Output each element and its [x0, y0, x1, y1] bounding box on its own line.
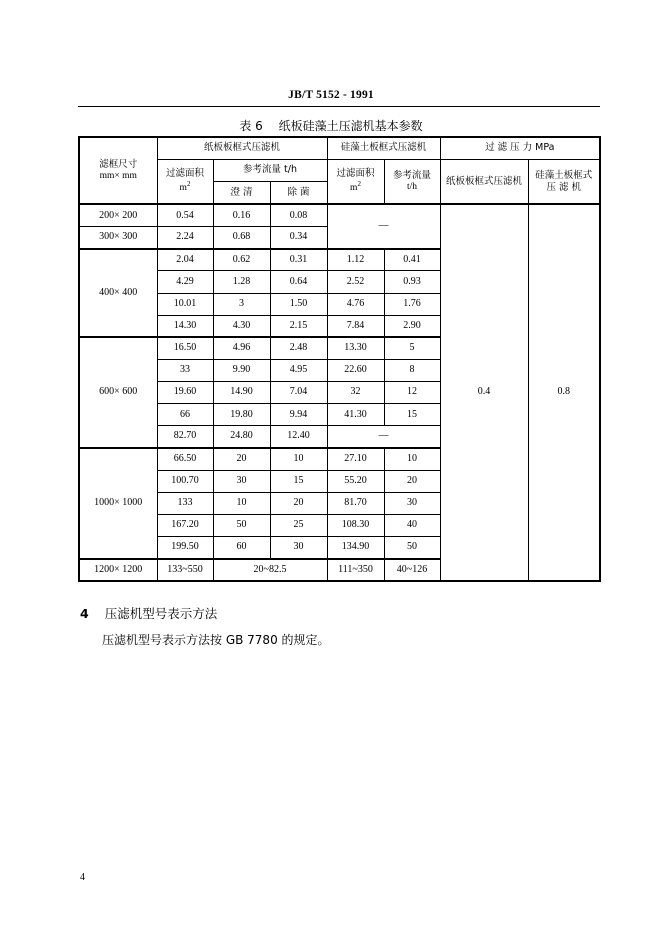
- table-cell: 30: [384, 492, 440, 514]
- document-header: JB/T 5152 - 1991: [288, 89, 374, 101]
- table-cell: 1.12: [327, 249, 384, 271]
- table-cell: 41.30: [327, 404, 384, 426]
- table-cell: 30: [213, 470, 270, 492]
- table-cell: 1000× 1000: [79, 448, 157, 559]
- table-cell: 0.34: [270, 227, 327, 249]
- table-cell: 0.54: [157, 204, 213, 226]
- table-row: [79, 204, 600, 226]
- table-cell: 2.15: [270, 315, 327, 337]
- table-number: 表 6: [239, 119, 263, 133]
- table-cell: 0.64: [270, 271, 327, 293]
- table-cell: 10: [213, 492, 270, 514]
- table-cell: 3: [213, 293, 270, 315]
- table-cell: 8: [384, 359, 440, 381]
- header-pressure-paper: 纸板板框式压滤机: [440, 159, 528, 204]
- table-cell: 2.24: [157, 227, 213, 249]
- table-cell: 30: [270, 537, 327, 559]
- table-cell: 60: [213, 537, 270, 559]
- table-cell: 10: [384, 448, 440, 470]
- table-cell: 0.62: [213, 249, 270, 271]
- table-cell: 111~350: [327, 559, 384, 581]
- table-cell: 2.48: [270, 337, 327, 359]
- table-cell: 0.68: [213, 227, 270, 249]
- table-cell: 300× 300: [79, 227, 157, 249]
- table-cell: 600× 600: [79, 337, 157, 448]
- table-cell: 50: [213, 514, 270, 536]
- table-cell: 4.29: [157, 271, 213, 293]
- table-cell: 20: [270, 492, 327, 514]
- table-cell: 4.76: [327, 293, 384, 315]
- table-cell: 4.30: [213, 315, 270, 337]
- table-cell: 20: [384, 470, 440, 492]
- table-cell: 4.96: [213, 337, 270, 359]
- table-cell: 19.80: [213, 404, 270, 426]
- table-cell: 133~550: [157, 559, 213, 581]
- table-cell: 12: [384, 382, 440, 404]
- header-sterilize: 除 菌: [270, 181, 327, 204]
- table-cell: 14.30: [157, 315, 213, 337]
- table-cell: 13.30: [327, 337, 384, 359]
- dash-cell: —: [327, 426, 440, 448]
- section-number: 4: [80, 606, 89, 621]
- table-cell: 15: [384, 404, 440, 426]
- table-cell: 14.90: [213, 382, 270, 404]
- table-cell: 4.95: [270, 359, 327, 381]
- table-cell: 27.10: [327, 448, 384, 470]
- table-cell: 2.04: [157, 249, 213, 271]
- table-cell: 20: [213, 448, 270, 470]
- parameters-table: [78, 136, 601, 582]
- table-cell: 66: [157, 404, 213, 426]
- table-cell: 66.50: [157, 448, 213, 470]
- table-cell: 55.20: [327, 470, 384, 492]
- table-cell: 108.30: [327, 514, 384, 536]
- table-cell: 40: [384, 514, 440, 536]
- table-cell: 81.70: [327, 492, 384, 514]
- table-cell: 0.41: [384, 249, 440, 271]
- table-cell: 10.01: [157, 293, 213, 315]
- table-cell: 0.31: [270, 249, 327, 271]
- table-cell: 0.08: [270, 204, 327, 226]
- table-cell: 12.40: [270, 426, 327, 448]
- table-cell: 20~82.5: [213, 559, 327, 581]
- table-cell: 2.90: [384, 315, 440, 337]
- header-diatom-press: 硅藻土板框式压滤机: [327, 137, 440, 159]
- table-cell: 400× 400: [79, 249, 157, 338]
- body-paragraph: 压滤机型号表示方法按 GB 7780 的规定。: [102, 633, 330, 647]
- header-paper-plate-press: 纸板板框式压滤机: [157, 137, 327, 159]
- table-cell: 1200× 1200: [79, 559, 157, 581]
- table-cell: 19.60: [157, 382, 213, 404]
- table-cell: 1.50: [270, 293, 327, 315]
- table-cell: 40~126: [384, 559, 440, 581]
- table-cell: 134.90: [327, 537, 384, 559]
- header-diatom-filter-area: 过滤面积 $m^2$: [327, 159, 384, 204]
- table-cell: 1.28: [213, 271, 270, 293]
- table-cell: 0.16: [213, 204, 270, 226]
- table-cell: 2.52: [327, 271, 384, 293]
- table-cell: 82.70: [157, 426, 213, 448]
- table-cell: 32: [327, 382, 384, 404]
- table-cell: 167.20: [157, 514, 213, 536]
- table-cell: 133: [157, 492, 213, 514]
- table-cell: 1.76: [384, 293, 440, 315]
- section-heading: [80, 604, 217, 622]
- section-title: 压滤机型号表示方法: [104, 606, 218, 621]
- table-cell: 9.90: [213, 359, 270, 381]
- table-cell: 199.50: [157, 537, 213, 559]
- table-cell: 25: [270, 514, 327, 536]
- header-diatom-ref-flow: 参考流量 t/h: [384, 159, 440, 204]
- table-cell: 7.04: [270, 382, 327, 404]
- pressure-paper-value: 0.4: [440, 204, 528, 581]
- table-cell: 5: [384, 337, 440, 359]
- table-cell: 50: [384, 537, 440, 559]
- table-cell: 16.50: [157, 337, 213, 359]
- table-cell: 7.84: [327, 315, 384, 337]
- table-cell: 33: [157, 359, 213, 381]
- header-clarify: 澄 清: [213, 181, 270, 204]
- table-cell: 22.60: [327, 359, 384, 381]
- header-rule: [78, 106, 600, 107]
- pressure-diatom-value: 0.8: [528, 204, 600, 581]
- table-caption: [0, 117, 662, 134]
- table-cell: 10: [270, 448, 327, 470]
- header-pressure-diatom: 硅藻土板框式 压 滤 机: [528, 159, 600, 204]
- table-cell: 24.80: [213, 426, 270, 448]
- table-cell: 200× 200: [79, 204, 157, 226]
- header-ref-flow: 参考流量 t/h: [213, 159, 327, 181]
- table-title: 纸板硅藻土压滤机基本参数: [278, 119, 423, 133]
- header-filter-pressure: 过 滤 压 力 MPa: [440, 137, 600, 159]
- table-cell: 100.70: [157, 470, 213, 492]
- dash-cell: —: [327, 204, 440, 248]
- table-cell: 0.93: [384, 271, 440, 293]
- table-cell: 15: [270, 470, 327, 492]
- header-frame-size: 滤框尺寸 mm× mm: [79, 137, 157, 204]
- page-number: 4: [80, 872, 85, 883]
- table-cell: 9.94: [270, 404, 327, 426]
- header-filter-area: 过滤面积 $m^2$: [157, 159, 213, 204]
